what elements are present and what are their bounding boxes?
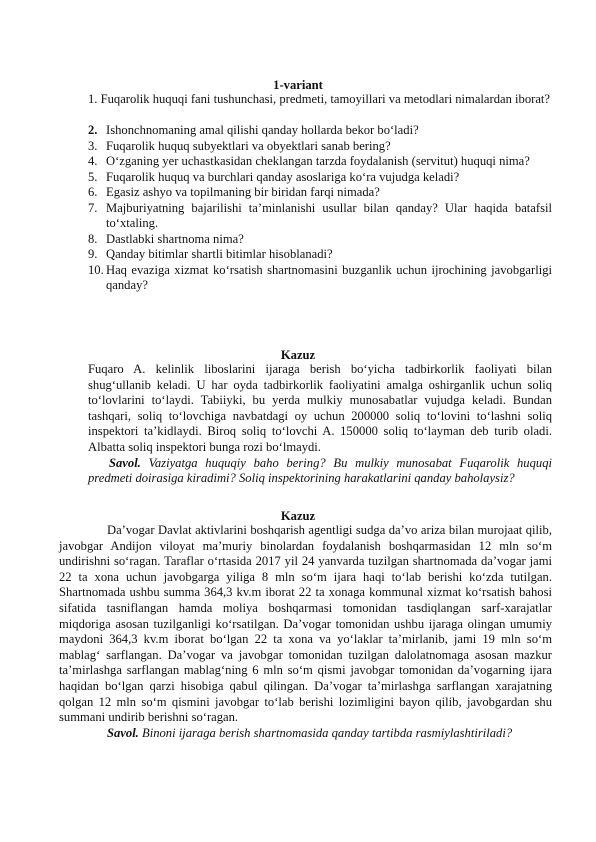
case-1-title: Kazuz [280, 348, 316, 362]
case-1-task-label: Savol. [109, 455, 141, 470]
question-number: 4. [88, 154, 98, 168]
question-text: Dastlabki shartnoma nima? [106, 231, 244, 246]
case-1-task [88, 456, 552, 487]
question-text: Qanday bitimlar shartli bitimlar hisoblanadi? [106, 247, 333, 261]
question-number: 10. [88, 262, 104, 277]
question-item [88, 232, 552, 248]
question-text: Egasiz ashyo va topilmaning bir biridan farqi nimada? [106, 185, 380, 199]
variant-title: 1-variant [273, 78, 323, 92]
case-1-body: Fuqaro A. kelinlik liboslarini ijaraga berish bo‘yicha tadbirkorlik faoliyati bilan shug‘ullanib keladi. U har oyda tadbirkorlik faoliyatini amalga oshirganlik uchun soliq to‘lovlarini to‘laydi. Tabiiyki, bu yerda mulkiy munosabatlar vujudga keladi. Bundan tashqari, soliq to‘lovchiga navbatdagi oy uchun 200000 soliq to‘lovini to‘lashni soliq inspektori ta’kidlaydi. Biroq soliq to‘lovchi A. 150000 soliq to‘layman deb turib oladi. Albatta soliq inspektori bunga rozi bo‘lmaydi. [88, 362, 552, 454]
question-item [88, 123, 552, 139]
case-1 [88, 362, 552, 487]
question-number: 3. [88, 138, 98, 153]
question-item [88, 139, 552, 155]
question-number: 6. [88, 185, 98, 199]
case-2-task [59, 726, 552, 742]
case-2 [59, 523, 552, 741]
question-item [88, 247, 552, 263]
question-number: 2. [88, 123, 98, 137]
question-item [88, 201, 552, 232]
case-2-body: Da’vogar Davlat aktivlarini boshqarish agentligi sudga da’vo ariza bilan murojaat qilib, javobgar Andijon viloyat ma’muriy binolardan foydalanish boshqarmasidan 12 mln so‘m undirishni so‘ragan. Taraflar o‘rtasida 2017 yil 24 yanvarda tuzilgan shartnomada da’vogar jami 22 ta xona uchun javobgarga yiliga 8 mln so‘m ijara haqi to‘lab berishi ko‘zda tutilgan. Shartnomada ushbu summa 364,3 kv.m iborat 22 ta xonaga kommunal xizmat ko‘rsatish bahosi sifatida tasniflangan hamda moliya boshqarmasi tomonidan tasdiqlangan sarf-xarajatlar miqdoriga asosan tuzilganligi ko‘rsatilgan. Da’vogar tomonidan ushbu ijaraga olingan umumiy maydoni 364,3 kv.m iborat bo‘lgan 22 ta xona va yo‘laklar ta’mirlanib, jami 19 mln so‘m mablag‘ sarflangan. Da’vogar va javobgar tomonidan tuzilgan dalolatnomaga asosan mazkur ta’mirlashga sarflangan mablag‘ning 6 mln so‘m qismi javobgar tomonidan da’vogarning ijara haqidan bo‘lgan qarzi hisobiga qabul qilingan. Da’vogar ta’mirlashga sarflangan xarajatning qolgan 12 mln so‘m qismini javobgar to‘lab berishi lozimligini bayon qilib, javobgardan shu summani undirib berishni so‘ragan. [59, 523, 552, 725]
question-text: Fuqarolik huquq va burchlari qanday asoslariga ko‘ra vujudga keladi? [106, 169, 460, 184]
case-2-title: Kazuz [280, 509, 316, 523]
case-2-task-label: Savol. [107, 725, 139, 740]
question-item [88, 185, 552, 201]
question-text: Haq evaziga xizmat ko‘rsatish shartnomasini buzganlik uchun ijrochining javobgarligi qanday? [106, 262, 552, 292]
question-text: O‘zganing yer uchastkasidan cheklangan tarzda foydalanish (servitut) huquqi nima? [106, 154, 530, 168]
question-number: 5. [88, 169, 98, 184]
question-text: Ishonchnomaning amal qilishi qanday hollarda bekor bo‘ladi? [106, 123, 419, 137]
case-1-task-text: Vaziyatga huquqiy baho bering? Bu mulkiy munosabat Fuqarolik huquqi predmeti doirasiga kiradimi? Soliq inspektorining harakatlarini qanday baholaysiz? [88, 455, 552, 486]
case-2-task-text: Binoni ijaraga berish shartnomasida qanday tartibda rasmiylashtiriladi? [142, 725, 513, 740]
question-item [88, 154, 552, 170]
question-list [88, 123, 552, 294]
question-item [88, 263, 552, 294]
question-number: 9. [88, 247, 98, 261]
question-number: 8. [88, 231, 98, 246]
question-number: 7. [88, 200, 98, 215]
question-1: 1. Fuqarolik huquqi fani tushunchasi, predmeti, tamoyillari va metodlari nimalardan iborat? [88, 92, 551, 106]
question-item [88, 170, 552, 186]
question-text: Majburiyatning bajarilishi ta’minlanishi usullar bilan qanday? Ular haqida batafsil to‘xtaling. [106, 200, 552, 230]
question-text: Fuqarolik huquq subyektlari va obyektlari sanab bering? [106, 138, 391, 153]
